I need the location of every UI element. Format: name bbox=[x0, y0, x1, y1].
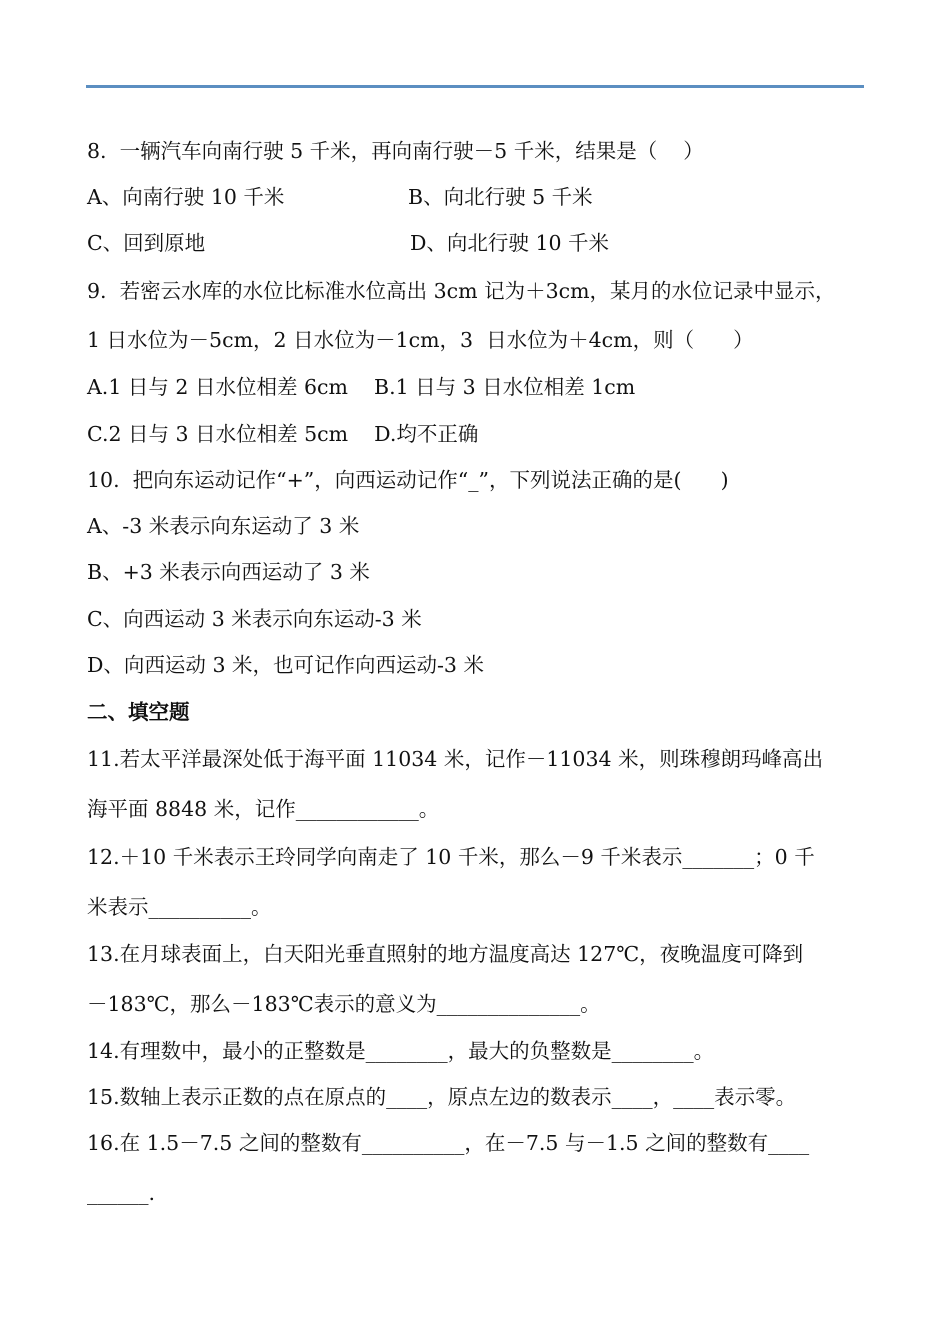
question-9-options-line2: C.2 日与 3 日水位相差 5cm D.均不正确 bbox=[87, 422, 479, 446]
question-10-option-b: B、+3 米表示向西运动了 3 米 bbox=[87, 560, 370, 584]
question-8-stem: 8. 一辆汽车向南行驶 5 千米，再向南行驶－5 千米，结果是（ ） bbox=[87, 139, 704, 163]
section-heading-fill-in: 二、填空题 bbox=[87, 700, 190, 724]
question-10-option-d: D、向西运动 3 米，也可记作向西运动-3 米 bbox=[87, 653, 484, 677]
question-8-option-c: C、回到原地 bbox=[87, 231, 206, 255]
question-10-stem: 10. 把向东运动记作“+”，向西运动记作“_”，下列说法正确的是( ) bbox=[87, 468, 729, 492]
question-15-line1: 15.数轴上表示正数的点在原点的____，原点左边的数表示____，____表示零。 bbox=[87, 1085, 797, 1109]
question-13-line1: 13.在月球表面上，白天阳光垂直照射的地方温度高达 127℃，夜晚温度可降到 bbox=[87, 942, 804, 966]
question-9-stem-line1: 9. 若密云水库的水位比标准水位高出 3cm 记为＋3cm，某月的水位记录中显示， bbox=[87, 279, 836, 303]
question-9-stem-line2: 1 日水位为－5cm，2 日水位为－1cm，3 日水位为＋4cm，则（ ） bbox=[87, 328, 754, 352]
question-8-option-a: A、向南行驶 10 千米 bbox=[87, 185, 285, 209]
question-10-option-a: A、-3 米表示向东运动了 3 米 bbox=[87, 514, 360, 538]
question-8-option-d: D、向北行驶 10 千米 bbox=[410, 231, 610, 255]
header-rule bbox=[86, 85, 864, 88]
question-12-line1: 12.＋10 千米表示王玲同学向南走了 10 千米，那么－9 千米表示_______；0 千 bbox=[87, 845, 815, 869]
question-11-line1: 11.若太平洋最深处低于海平面 11034 米，记作－11034 米，则珠穆朗玛峰高出 bbox=[87, 747, 824, 771]
question-11-line2: 海平面 8848 米，记作____________。 bbox=[87, 797, 440, 821]
question-10-option-c: C、向西运动 3 米表示向东运动-3 米 bbox=[87, 607, 422, 631]
question-16-line1: 16.在 1.5－7.5 之间的整数有__________，在－7.5 与－1.5 之间的整数有____ bbox=[87, 1131, 810, 1155]
question-14-line1: 14.有理数中，最小的正整数是________，最大的负整数是________。 bbox=[87, 1039, 715, 1063]
question-16-line2: ______. bbox=[87, 1181, 156, 1205]
question-8-option-b: B、向北行驶 5 千米 bbox=[408, 185, 593, 209]
question-13-line2: －183℃，那么－183℃表示的意义为______________。 bbox=[87, 992, 601, 1016]
question-12-line2: 米表示__________。 bbox=[87, 895, 272, 919]
question-9-options-line1: A.1 日与 2 日水位相差 6cm B.1 日与 3 日水位相差 1cm bbox=[87, 375, 636, 399]
